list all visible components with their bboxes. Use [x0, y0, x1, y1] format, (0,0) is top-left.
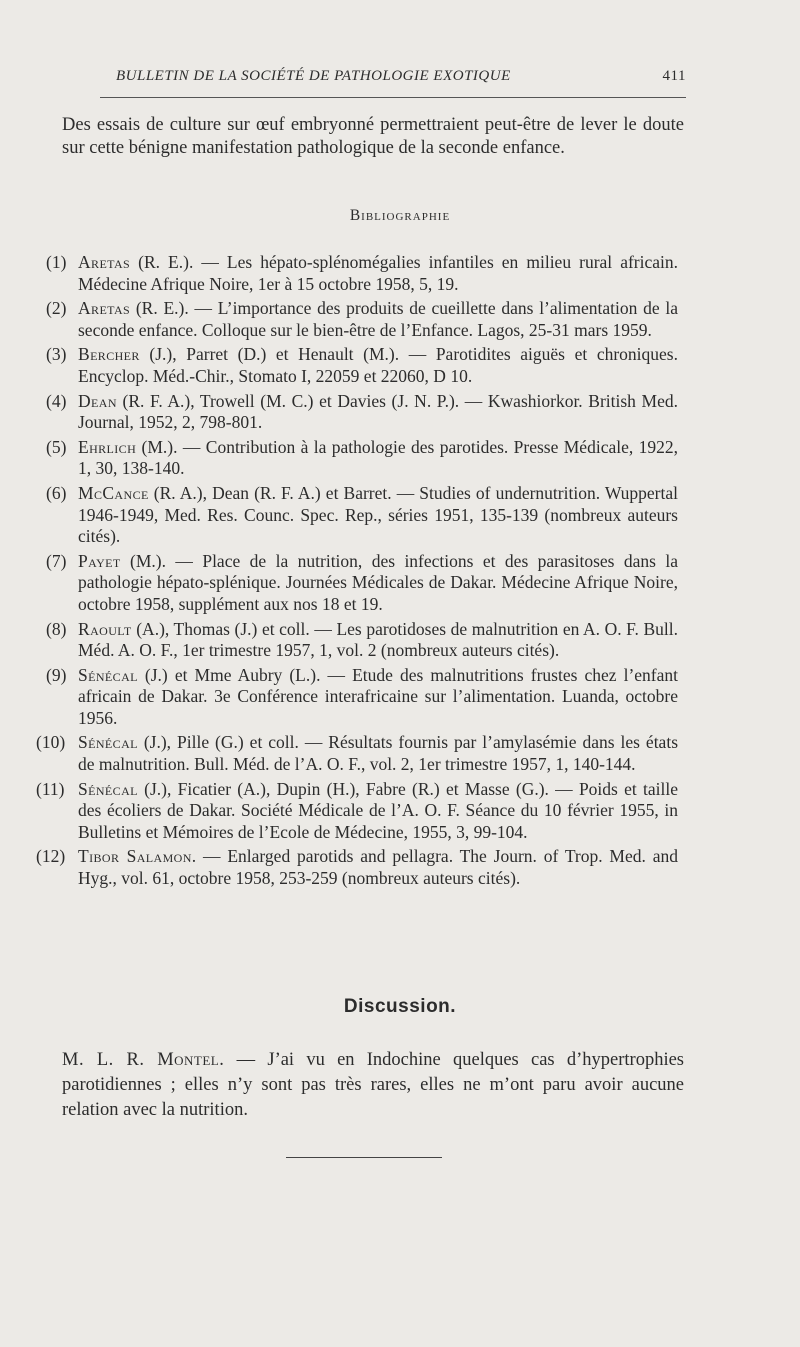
discussion-text: — J’ai vu en Indochine quelques cas d’hypertrophies parotidiennes ; elles n’y sont pas très rares, elles ne m’ont paru avoir aucune relation avec la nutrition.: [62, 1050, 684, 1120]
reference-number: (4): [46, 390, 67, 411]
reference-item: [46, 344, 678, 387]
reference-authors: Ehrlich: [78, 436, 137, 457]
reference-number: (9): [46, 664, 67, 685]
reference-text: (M.). — Contribution à la pathologie des parotides. Presse Médicale, 1922, 1, 30, 138-140.: [78, 436, 678, 479]
reference-text: (J.), Parret (D.) et Henault (M.). — Parotidites aiguës et chroniques. Encyclop. Méd.-Chir., Stomato I, 22059 et 22060, D 10.: [78, 344, 678, 386]
reference-text: (A.), Thomas (J.) et coll. — Les parotidoses de malnutrition en A. O. F. Bull. Méd. A. O. F., 1er trimestre 1957, 1, vol. 2 (nombreux auteurs cités).: [78, 618, 678, 661]
reference-text: (J.), Pille (G.) et coll. — Résultats fournis par l’amylasémie dans les états de malnutrition. Bull. Méd. de l’A. O. F., vol. 2, 1er trimestre 1957, 1, 140-144.: [78, 732, 678, 775]
reference-text: (J.) et Mme Aubry (L.). — Etude des malnutritions frustes chez l’enfant africain de Dakar. 3e Conférence interafricaine sur l’alimentation. Luanda, octobre 1956.: [78, 664, 678, 728]
reference-text: (R. A.), Dean (R. F. A.) et Barret. — Studies of undernutrition. Wuppertal 1946-1949, Med. Res. Counc. Spec. Rep., séries 1951, 135-139 (nombreux auteurs cités).: [78, 482, 678, 547]
reference-authors: Aretas: [78, 298, 131, 319]
header-rule: [100, 97, 686, 98]
reference-authors: Sénécal: [78, 732, 138, 753]
reference-authors: Sénécal: [78, 664, 138, 685]
reference-number: (8): [46, 618, 67, 639]
reference-text: . — Enlarged parotids and pellagra. The Journ. of Trop. Med. and Hyg., vol. 61, octobre 1958, 253-259 (nombreux auteurs cités).: [78, 846, 678, 889]
reference-number: (6): [46, 482, 67, 503]
reference-number: (12): [36, 846, 66, 867]
discussion-speaker: M. L. R. Montel.: [62, 1050, 225, 1070]
reference-item: [46, 437, 678, 480]
reference-text: (R. F. A.), Trowell (M. C.) et Davies (J. N. P.). — Kwashiorkor. British Med. Journal, 1952, 2, 798-801.: [78, 390, 678, 433]
reference-authors: Bercher: [78, 344, 140, 365]
reference-text: (J.), Ficatier (A.), Dupin (H.), Fabre (R.) et Masse (G.). — Poids et taille des écoliers de Dakar. Société Médicale de l’A. O. F. Séance du 10 février 1955, in Bulletins et Mémoires de l’Ecole de Médecine, 1955, 3, 99-104.: [78, 778, 678, 842]
reference-number: (10): [36, 732, 66, 753]
reference-authors: Dean: [78, 390, 117, 411]
reference-list: [36, 252, 678, 893]
reference-authors: Sénécal: [78, 778, 138, 799]
reference-text: (R. E.). — Les hépato-splénomégalies infantiles en milieu rural africain. Médecine Afrique Noire, 1er à 15 octobre 1958, 5, 19.: [78, 252, 678, 294]
reference-item: [46, 665, 678, 730]
reference-authors: Payet: [78, 550, 121, 571]
reference-authors: Aretas: [78, 252, 131, 272]
intro-paragraph: Des essais de culture sur œuf embryonné permettraient peut-être de lever le doute sur cette bénigne manifestation pathologique de la seconde enfance.: [62, 115, 684, 158]
reference-number: (2): [46, 298, 67, 319]
discussion-heading: Discussion.: [343, 996, 457, 1017]
bibliography-title: Bibliographie: [349, 207, 451, 224]
journal-title: BULLETIN DE LA SOCIÉTÉ DE PATHOLOGIE EXOTIQUE: [116, 68, 511, 84]
discussion-paragraph: [62, 1048, 684, 1123]
reference-item: [46, 551, 678, 616]
reference-number: (5): [46, 436, 67, 457]
reference-number: (11): [36, 778, 65, 799]
running-header: [100, 68, 686, 94]
reference-item: [46, 252, 678, 295]
end-rule: [286, 1157, 442, 1158]
reference-item: [46, 619, 678, 662]
reference-item: [36, 778, 678, 844]
reference-text: (R. E.). — L’importance des produits de cueillette dans l’alimentation de la seconde enfance. Colloque sur le bien-être de l’Enfance. Lagos, 25-31 mars 1959.: [78, 298, 678, 340]
reference-text: (M.). — Place de la nutrition, des infections et des parasitoses dans la pathologie hépato-splénique. Journées Médicales de Dakar. Médecine Afrique Noire, octobre 1958, supplément aux nos 18 et 19.: [78, 550, 678, 614]
reference-authors: McCance: [78, 482, 149, 503]
reference-number: (7): [46, 550, 67, 571]
page-number: 411: [662, 68, 686, 84]
reference-authors: Raoult: [78, 618, 132, 639]
reference-item: [36, 732, 678, 775]
reference-authors: Tibor Salamon: [78, 846, 192, 867]
reference-item: [46, 483, 678, 548]
reference-item: [36, 846, 678, 889]
reference-item: [46, 391, 678, 434]
reference-item: [46, 298, 678, 341]
reference-number: (1): [46, 252, 67, 272]
reference-number: (3): [46, 344, 67, 365]
